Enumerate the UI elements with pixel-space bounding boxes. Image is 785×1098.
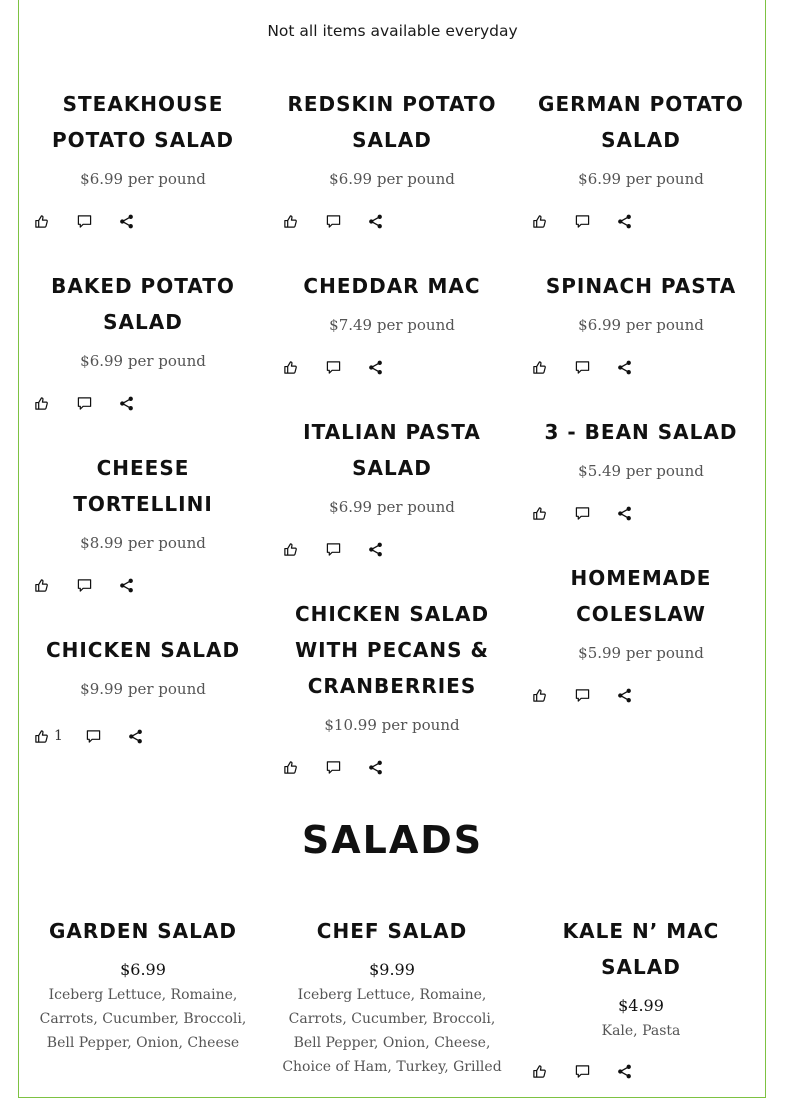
item-title: REDSKIN POTATO SALAD — [287, 92, 497, 152]
menu-item — [526, 913, 756, 1043]
share-icon — [368, 214, 383, 229]
share-action — [614, 684, 634, 706]
item-price: $6.99 per pound — [578, 316, 704, 334]
share-action — [614, 502, 634, 524]
thumbs-up-icon — [34, 396, 49, 411]
share-action — [614, 356, 634, 378]
share-button[interactable] — [116, 575, 136, 595]
like-button[interactable] — [529, 357, 549, 377]
section-title-salads: SALADS — [301, 818, 484, 862]
share-button[interactable] — [614, 1061, 634, 1081]
comment-action — [74, 392, 94, 414]
item-price: $5.49 per pound — [578, 462, 704, 480]
menu-item — [28, 450, 258, 552]
comment-icon — [326, 760, 341, 775]
item-title: SPINACH PASTA — [545, 274, 737, 298]
share-action — [365, 356, 385, 378]
menu-item — [277, 913, 507, 1079]
item-actions — [529, 684, 549, 706]
like-button[interactable] — [31, 726, 51, 746]
comment-action — [323, 756, 343, 778]
item-title: CHEF SALAD — [316, 919, 468, 943]
comment-action — [572, 210, 592, 232]
thumbs-up-icon — [283, 760, 298, 775]
share-icon — [617, 688, 632, 703]
like-button[interactable] — [280, 357, 300, 377]
item-price: $6.99 per pound — [80, 352, 206, 370]
item-actions — [280, 356, 300, 378]
thumbs-up-icon — [34, 214, 49, 229]
share-icon — [617, 1064, 632, 1079]
thumbs-up-icon — [283, 360, 298, 375]
item-title: STEAKHOUSE POTATO SALAD — [52, 92, 234, 152]
comment-action — [83, 725, 103, 747]
item-actions — [31, 392, 51, 414]
item-description: Kale, Pasta — [601, 1023, 681, 1039]
item-actions — [529, 1060, 549, 1082]
item-title: KALE N’ MAC SALAD — [562, 919, 720, 979]
share-action — [365, 756, 385, 778]
comment-button[interactable] — [74, 393, 94, 413]
share-button[interactable] — [125, 726, 145, 746]
share-button[interactable] — [614, 685, 634, 705]
item-title: HOMEMADE COLESLAW — [570, 566, 712, 626]
item-actions — [529, 210, 549, 232]
comment-button[interactable] — [323, 357, 343, 377]
item-title: ITALIAN PASTA SALAD — [303, 420, 481, 480]
like-button[interactable] — [31, 211, 51, 231]
comment-icon — [575, 506, 590, 521]
like-button[interactable] — [529, 503, 549, 523]
comment-button[interactable] — [323, 757, 343, 777]
item-price: $4.99 — [618, 996, 664, 1015]
thumbs-up-icon — [532, 688, 547, 703]
comment-icon — [326, 214, 341, 229]
item-price: $8.99 per pound — [80, 534, 206, 552]
menu-item — [526, 560, 756, 662]
item-price: $6.99 per pound — [578, 170, 704, 188]
comment-icon — [575, 214, 590, 229]
comment-button[interactable] — [572, 357, 592, 377]
share-action — [365, 210, 385, 232]
menu-item — [277, 268, 507, 334]
share-icon — [368, 760, 383, 775]
like-button[interactable] — [280, 539, 300, 559]
thumbs-up-icon — [532, 214, 547, 229]
like-button[interactable] — [280, 757, 300, 777]
like-button[interactable] — [280, 211, 300, 231]
menu-item — [28, 86, 258, 188]
share-button[interactable] — [614, 211, 634, 231]
comment-action — [572, 502, 592, 524]
menu-item — [277, 596, 507, 734]
like-button[interactable] — [529, 211, 549, 231]
share-icon — [128, 729, 143, 744]
share-action — [614, 1060, 634, 1082]
menu-item — [28, 632, 258, 698]
item-price: $9.99 per pound — [80, 680, 206, 698]
menu-item — [28, 913, 258, 1055]
comment-icon — [77, 578, 92, 593]
comment-icon — [77, 396, 92, 411]
comment-action — [572, 356, 592, 378]
comment-action — [74, 574, 94, 596]
share-button[interactable] — [365, 757, 385, 777]
item-actions — [280, 210, 300, 232]
share-button[interactable] — [116, 393, 136, 413]
item-price: $7.49 per pound — [329, 316, 455, 334]
item-actions — [280, 756, 300, 778]
item-actions — [31, 210, 54, 232]
item-actions — [31, 574, 51, 596]
like-button[interactable] — [31, 393, 51, 413]
menu-item — [526, 414, 756, 480]
item-price: $6.99 — [120, 960, 166, 979]
share-button[interactable] — [116, 211, 136, 231]
comment-button[interactable] — [323, 539, 343, 559]
comment-button[interactable] — [572, 685, 592, 705]
share-button[interactable] — [614, 503, 634, 523]
comment-icon — [86, 729, 101, 744]
comment-action — [323, 538, 343, 560]
item-price: $6.99 per pound — [80, 170, 206, 188]
thumbs-up-icon — [532, 360, 547, 375]
comment-action — [323, 210, 343, 232]
item-description: Iceberg Lettuce, Romaine, Carrots, Cucumber, Broccoli, Bell Pepper, Onion, Cheese, Choice of Ham, Turkey, Grilled — [282, 987, 502, 1075]
share-icon — [617, 360, 632, 375]
comment-button[interactable] — [83, 726, 103, 746]
comment-icon — [575, 1064, 590, 1079]
menu-item — [277, 86, 507, 188]
comment-action — [572, 684, 592, 706]
comment-action — [323, 356, 343, 378]
item-title: 3 - BEAN SALAD — [544, 420, 738, 444]
share-button[interactable] — [614, 357, 634, 377]
comment-button[interactable] — [323, 211, 343, 231]
comment-button[interactable] — [572, 211, 592, 231]
like-button[interactable] — [529, 685, 549, 705]
like-button[interactable] — [31, 575, 51, 595]
share-icon — [119, 578, 134, 593]
item-price: $10.99 per pound — [324, 716, 460, 734]
item-price: $9.99 — [369, 960, 415, 979]
thumbs-up-icon — [34, 729, 49, 744]
comment-button[interactable] — [74, 211, 94, 231]
item-actions — [280, 538, 300, 560]
item-actions — [31, 725, 63, 747]
menu-item — [526, 268, 756, 334]
menu-item — [526, 86, 756, 188]
share-button[interactable] — [365, 211, 385, 231]
item-actions — [529, 356, 549, 378]
item-actions — [529, 502, 549, 524]
share-button[interactable] — [365, 357, 385, 377]
share-icon — [119, 396, 134, 411]
share-action — [125, 725, 145, 747]
item-title: CHEDDAR MAC — [303, 274, 481, 298]
menu-item — [28, 268, 258, 370]
item-price: $6.99 per pound — [329, 498, 455, 516]
menu-item — [277, 414, 507, 516]
item-title: GERMAN POTATO SALAD — [538, 92, 744, 152]
comment-icon — [326, 360, 341, 375]
comment-icon — [575, 360, 590, 375]
item-price: $5.99 per pound — [578, 644, 704, 662]
availability-notice: Not all items available everyday — [267, 22, 518, 40]
share-icon — [617, 214, 632, 229]
thumbs-up-icon — [34, 578, 49, 593]
share-action — [116, 210, 136, 232]
thumbs-up-icon — [283, 214, 298, 229]
like-button[interactable] — [529, 1061, 549, 1081]
item-title: GARDEN SALAD — [49, 919, 237, 943]
thumbs-up-icon — [532, 1064, 547, 1079]
item-title: CHEESE TORTELLINI — [73, 456, 213, 516]
comment-icon — [326, 542, 341, 557]
share-icon — [119, 214, 134, 229]
item-title: CHICKEN SALAD — [45, 638, 241, 662]
item-description: Iceberg Lettuce, Romaine, Carrots, Cucumber, Broccoli, Bell Pepper, Onion, Cheese — [39, 987, 247, 1051]
comment-action — [74, 210, 94, 232]
share-icon — [617, 506, 632, 521]
like-count: 1 — [54, 728, 63, 744]
comment-icon — [77, 214, 92, 229]
share-action — [614, 210, 634, 232]
item-title: BAKED POTATO SALAD — [51, 274, 235, 334]
item-title: CHICKEN SALAD WITH PECANS & CRANBERRIES — [294, 602, 490, 698]
comment-action — [572, 1060, 592, 1082]
item-price: $6.99 per pound — [329, 170, 455, 188]
share-action — [116, 574, 136, 596]
share-icon — [368, 360, 383, 375]
comment-button[interactable] — [572, 503, 592, 523]
thumbs-up-icon — [283, 542, 298, 557]
share-button[interactable] — [365, 539, 385, 559]
thumbs-up-icon — [532, 506, 547, 521]
share-action — [116, 392, 136, 414]
share-action — [365, 538, 385, 560]
comment-icon — [575, 688, 590, 703]
comment-button[interactable] — [74, 575, 94, 595]
share-icon — [368, 542, 383, 557]
comment-button[interactable] — [572, 1061, 592, 1081]
